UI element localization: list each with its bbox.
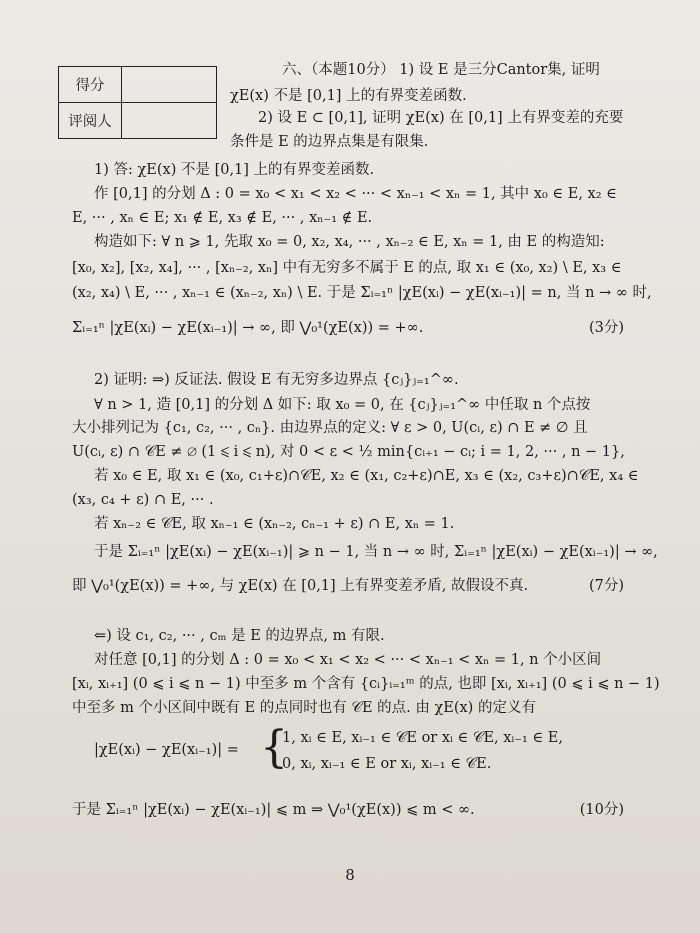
part1-line-3: E, ··· , xₙ ∈ E; x₁ ∉ E, x₃ ∉ E, ··· , xₙ₋₁ ∉ E. xyxy=(72,210,373,226)
part2-line-4: U(cᵢ, ε) ∩ 𝒞E ≠ ∅ (1 ⩽ i ⩽ n), 对 0 < ε < ½ min{cᵢ₊₁ − cᵢ; i = 1, 2, ··· , n − 1}, xyxy=(72,444,625,460)
part1-line-6: (x₂, x₄) \ E, ··· , xₙ₋₁ ∈ (xₙ₋₂, xₙ) \ E. 于是 Σᵢ₌₁ⁿ |χE(xᵢ) − χE(xᵢ₋₁)| = n, 当 n → ∞ 时, xyxy=(72,285,652,301)
part2-line-1: 2) 证明: ⇒) 反证法. 假设 E 有无穷多边界点 {cⱼ}ⱼ₌₁^∞. xyxy=(94,372,459,388)
part3-final: 于是 Σᵢ₌₁ⁿ |χE(xᵢ) − χE(xᵢ₋₁)| ⩽ m ⇒ ⋁₀¹(χE(x)) ⩽ m < ∞. xyxy=(72,802,475,818)
page-number: 8 xyxy=(345,866,355,884)
part2-line-7: 若 xₙ₋₂ ∈ 𝒞E, 取 xₙ₋₁ ∈ (xₙ₋₂, cₙ₋₁ + ε) ∩ E, xₙ = 1. xyxy=(94,516,455,532)
cases-lhs: |χE(xᵢ) − χE(xᵢ₋₁)| = xyxy=(94,742,239,758)
part2-line-2: ∀ n > 1, 造 [0,1] 的分划 Δ 如下: 取 x₀ = 0, 在 {cⱼ}ⱼ₌₁^∞ 中任取 n 个点按 xyxy=(94,397,591,413)
part2-line-3: 大小排列记为 {c₁, c₂, ··· , cₙ}. 由边界点的定义: ∀ ε > 0, U(cᵢ, ε) ∩ E ≠ ∅ 且 xyxy=(72,420,588,436)
score-label: 得分 xyxy=(59,67,122,103)
score-box xyxy=(58,66,217,139)
part1-line-2: 作 [0,1] 的分划 Δ : 0 = x₀ < x₁ < x₂ < ··· < xₙ₋₁ < xₙ = 1, 其中 x₀ ∈ E, x₂ ∈ xyxy=(94,186,617,202)
part2-line-8: 于是 Σᵢ₌₁ⁿ |χE(xᵢ) − χE(xᵢ₋₁)| ⩾ n − 1, 当 n → ∞ 时, Σᵢ₌₁ⁿ |χE(xᵢ) − χE(xᵢ₋₁)| → ∞, xyxy=(94,544,658,560)
case-row-2: 0, xᵢ, xᵢ₋₁ ∈ E or xᵢ, xᵢ₋₁ ∈ 𝒞E. xyxy=(282,756,492,772)
part3-line-2: 对任意 [0,1] 的分划 Δ : 0 = x₀ < x₁ < x₂ < ··· < xₙ₋₁ < xₙ = 1, n 个小区间 xyxy=(94,652,602,668)
problem-line-4: 条件是 E 的边界点集是有限集. xyxy=(230,134,429,150)
part3-score: (10分) xyxy=(579,802,624,818)
part1-score: (3分) xyxy=(588,320,624,336)
cases-brace: { xyxy=(260,722,288,773)
reviewer-value-cell xyxy=(122,103,217,139)
part2-score: (7分) xyxy=(588,578,624,594)
part1-line-1: 1) 答: χE(x) 不是 [0,1] 上的有界变差函数. xyxy=(94,162,375,178)
part2-line-6: (x₃, c₄ + ε) ∩ E, ··· . xyxy=(72,492,214,508)
case-row-1: 1, xᵢ ∈ E, xᵢ₋₁ ∈ 𝒞E or xᵢ ∈ 𝒞E, xᵢ₋₁ ∈ E, xyxy=(282,730,563,746)
part3-line-3: [xᵢ, xᵢ₊₁] (0 ⩽ i ⩽ n − 1) 中至多 m 个含有 {cᵢ}ᵢ₌₁ᵐ 的点, 也即 [xᵢ, xᵢ₊₁] (0 ⩽ i ⩽ n − 1) xyxy=(72,676,660,692)
part2-line-5: 若 x₀ ∈ E, 取 x₁ ∈ (x₀, c₁+ε)∩𝒞E, x₂ ∈ (x₁, c₂+ε)∩E, x₃ ∈ (x₂, c₃+ε)∩𝒞E, x₄ ∈ xyxy=(94,468,639,484)
part1-line-5: [x₀, x₂], [x₂, x₄], ··· , [xₙ₋₂, xₙ] 中有无穷多不属于 E 的点, 取 x₁ ∈ (x₀, x₂) \ E, x₃ ∈ xyxy=(72,260,622,276)
part3-line-1: ⇐) 设 c₁, c₂, ··· , cₘ 是 E 的边界点, m 有限. xyxy=(94,628,385,644)
problem-line-2: χE(x) 不是 [0,1] 上的有界变差函数. xyxy=(230,88,467,104)
problem-line-1: 六、（本题10分） 1) 设 E 是三分Cantor集, 证明 xyxy=(282,62,600,78)
part3-line-4: 中至多 m 个小区间中既有 E 的点同时也有 𝒞E 的点. 由 χE(x) 的定义有 xyxy=(72,700,536,716)
reviewer-label: 评阅人 xyxy=(59,103,122,139)
problem-line-3: 2) 设 E ⊂ [0,1], 证明 χE(x) 在 [0,1] 上有界变差的充要 xyxy=(258,110,624,126)
part1-line-4: 构造如下: ∀ n ⩾ 1, 先取 x₀ = 0, x₂, x₄, ··· , xₙ₋₂ ∈ E, xₙ = 1, 由 E 的构造知: xyxy=(94,234,605,250)
part2-line-9: 即 ⋁₀¹(χE(x)) = +∞, 与 χE(x) 在 [0,1] 上有界变差矛盾, 故假设不真. xyxy=(72,578,529,594)
part1-line-7: Σᵢ₌₁ⁿ |χE(xᵢ) − χE(xᵢ₋₁)| → ∞, 即 ⋁₀¹(χE(x)) = +∞. xyxy=(72,320,424,336)
score-value-cell xyxy=(122,67,217,103)
